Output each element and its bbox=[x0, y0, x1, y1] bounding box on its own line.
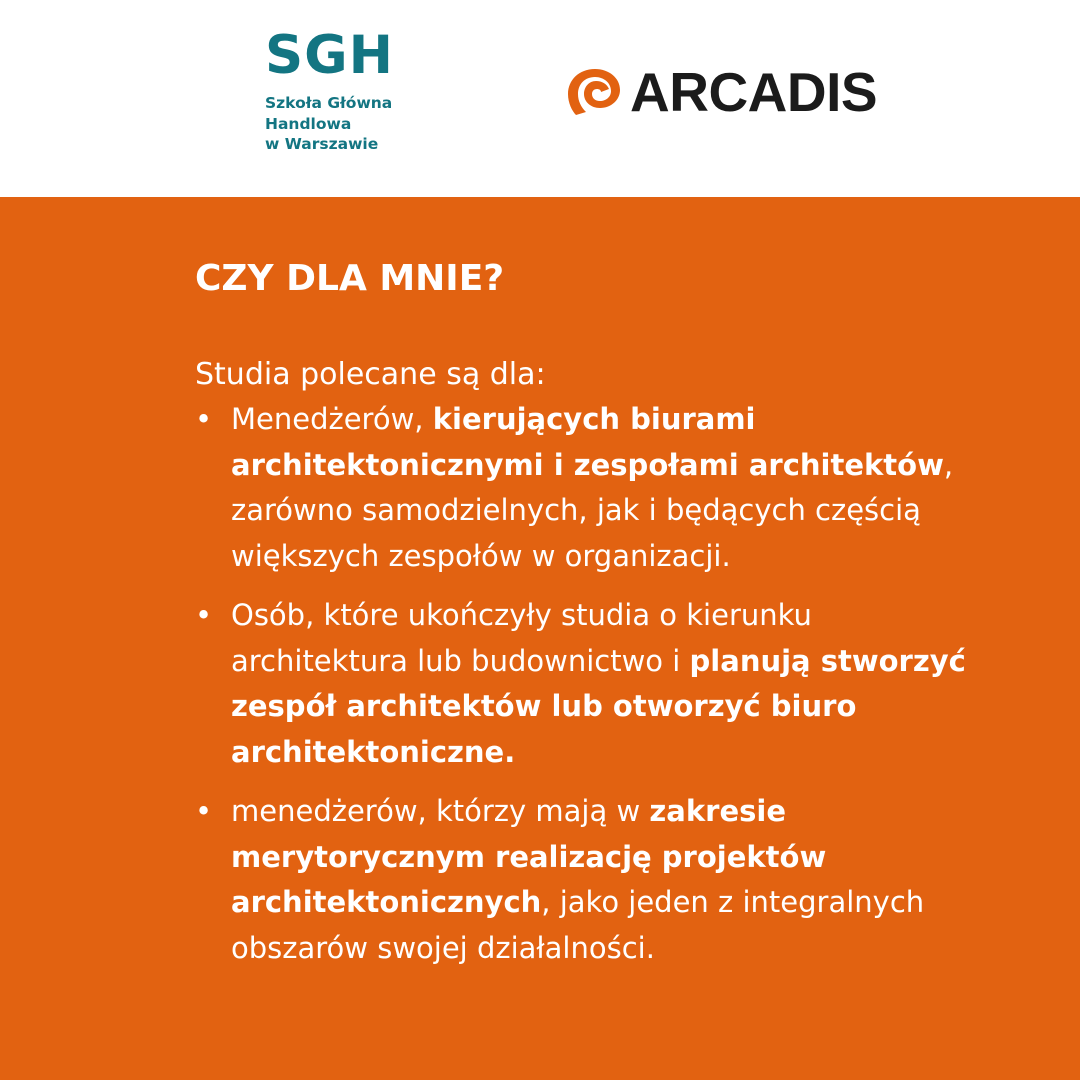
arcadis-swirl-icon bbox=[566, 67, 624, 117]
item-1-tail: , zarówno samodzielnych, jak i będących częścią większych zespołów w organizacji. bbox=[231, 447, 954, 573]
item-1-text: Menedżerów, bbox=[231, 402, 433, 436]
sgh-logo bbox=[265, 26, 394, 155]
bullet-icon: • bbox=[195, 598, 213, 632]
sgh-name-line-2: Handlowa bbox=[265, 114, 352, 133]
item-3-text: menedżerów, którzy mają w bbox=[231, 794, 650, 828]
arcadis-wordmark: ARCADIS bbox=[630, 61, 878, 123]
sgh-name-line-3: w Warszawie bbox=[265, 135, 379, 153]
sgh-name-line-1: Szkoła Główna bbox=[265, 94, 393, 112]
item-3-highlight: zakresie merytorycznym realizację projektów architektonicznych bbox=[231, 794, 827, 919]
recommendation-list bbox=[195, 397, 975, 985]
item-2-highlight: planują stworzyć zespół architektów lub otworzyć biuro architektoniczne. bbox=[231, 643, 966, 769]
sgh-logo-mark: SGH bbox=[265, 25, 395, 86]
intro-text: Studia polecane są dla: bbox=[195, 357, 546, 392]
logo-header bbox=[0, 0, 1080, 197]
sgh-logo-name bbox=[265, 93, 394, 155]
panel-title: CZY DLA MNIE? bbox=[195, 258, 505, 299]
list-item bbox=[195, 593, 975, 775]
item-2-text: Osób, które ukończyły studia o kierunku architektura lub budownictwo i bbox=[231, 598, 812, 678]
item-3-tail: , jako jeden z integralnych obszarów swojej działalności. bbox=[231, 885, 925, 965]
info-panel bbox=[0, 197, 1080, 1080]
item-1-highlight: kierujących biurami architektonicznymi i zespołami architektów bbox=[231, 402, 944, 482]
arcadis-logo bbox=[566, 61, 878, 123]
list-item bbox=[195, 789, 975, 971]
list-item bbox=[195, 397, 975, 579]
bullet-icon: • bbox=[195, 402, 213, 436]
bullet-icon: • bbox=[195, 794, 213, 828]
